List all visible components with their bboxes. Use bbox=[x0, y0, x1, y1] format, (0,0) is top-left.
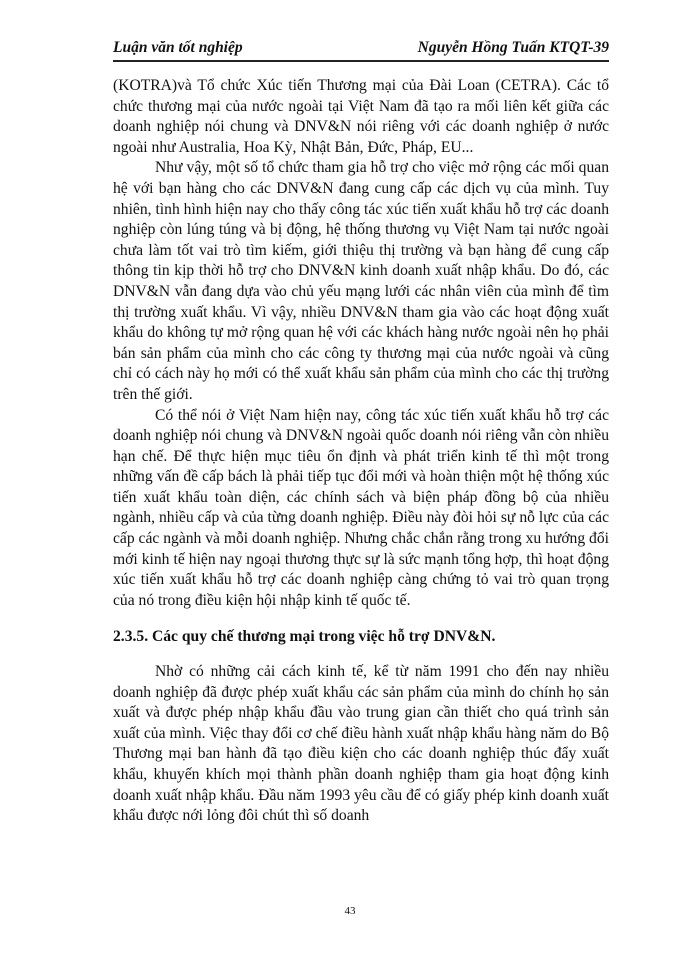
paragraph-continuation: (KOTRA)và Tổ chức Xúc tiến Thương mại của Đài Loan (CETRA). Các tổ chức thương mại của nước ngoài tại Việt Nam đã tạo ra mối liên kết giữa các doanh nghiệp nói chung và DNV&N nói riêng với các doanh nghiệp ở nước ngoài như Australia, Hoa Kỳ, Nhật Bản, Đức, Pháp, EU... bbox=[113, 77, 609, 156]
paragraph: Như vậy, một số tổ chức tham gia hỗ trợ cho việc mở rộng các mối quan hệ với bạn hàng cho các DNV&N đang cung cấp các dịch vụ của mình. Tuy nhiên, tình hình hiện nay cho thấy công tác xúc tiến xuất khẩu hỗ trợ các doanh nghiệp còn lúng túng và bị động, hệ thống thương vụ Việt Nam tại nước ngoài chưa làm tốt vai trò tìm kiếm, giới thiệu thị trường và bạn hàng để cung cấp thông tin kịp thời hỗ trợ cho DNV&N kinh doanh xuất nhập khẩu. Do đó, các DNV&N vẫn đang dựa vào chủ yếu mạng lưới các nhân viên của mình để tìm thị trường xuất khẩu. Vì vậy, nhiều DNV&N tham gia vào các hoạt động xuất khẩu do không tự mở rộng quan hệ với các khách hàng nước ngoài nên họ phải bán sản phẩm của mình cho các công ty thương mại của nước ngoài và cũng chỉ có cách này họ mới có thể xuất khẩu sản phẩm của mình cho các thị trường trên thế giới. bbox=[113, 159, 609, 403]
header-thesis-label: Luận văn tốt nghiệp bbox=[113, 39, 243, 56]
page-body bbox=[113, 76, 609, 827]
running-header bbox=[113, 39, 609, 59]
header-author-label: Nguyễn Hồng Tuấn KTQT-39 bbox=[417, 39, 609, 56]
section-heading: 2.3.5. Các quy chế thương mại trong việc hỗ trợ DNV&N. bbox=[113, 628, 496, 646]
paragraph: Có thể nói ở Việt Nam hiện nay, công tác xúc tiến xuất khẩu hỗ trợ các doanh nghiệp nói chung và DNV&N ngoài quốc doanh nói riêng vẫn còn nhiều hạn chế. Để thực hiện mục tiêu ổn định và phát triển kinh tế thì một trong những vấn đề cấp bách là phải tiếp tục đổi mới và hoàn thiện một hệ thống xúc tiến xuất khẩu toàn diện, các chính sách và biện pháp đồng bộ của nhiều ngành, nhiều cấp và của từng doanh nghiệp. Điều này đòi hỏi sự nỗ lực của các cấp các ngành và mỗi doanh nghiệp. Nhưng chắc chắn rằng trong xu hướng đổi mới kinh tế hiện nay ngoại thương thực sự là sức mạnh tổng hợp, thì hoạt động xúc tiến xuất khẩu hỗ trợ các doanh nghiệp càng chứng tỏ vai trò quan trọng của nó trong điều kiện hội nhập kinh tế quốc tế. bbox=[113, 406, 609, 609]
page-number: 43 bbox=[344, 905, 356, 917]
header-rule bbox=[113, 60, 609, 62]
paragraph: Nhờ có những cải cách kinh tế, kể từ năm 1991 cho đến nay nhiều doanh nghiệp đã được phép xuất khẩu các sản phẩm của mình do chính họ sản xuất và được phép nhập khẩu đầu vào trung gian cần thiết cho quá trình sản xuất của mình. Việc thay đổi cơ chế điều hành xuất nhập khẩu hàng năm do Bộ Thương mại ban hành đã tạo điều kiện cho các doanh nghiệp thúc đẩy xuất khẩu, khuyến khích mọi thành phần doanh nghiệp tham gia hoạt động kinh doanh xuất nhập khẩu. Đầu năm 1993 yêu cầu để có giấy phép kinh doanh xuất khẩu được nới lỏng đôi chút thì số doanh bbox=[113, 663, 609, 825]
